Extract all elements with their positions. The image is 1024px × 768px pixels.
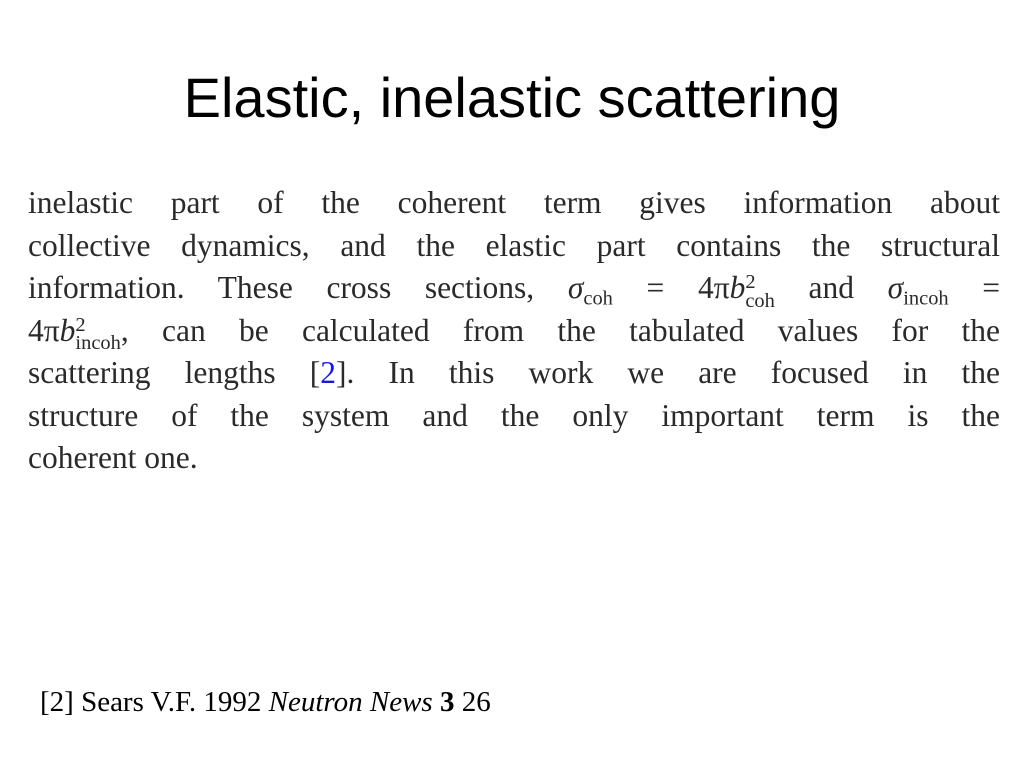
four-pi: 4π: [697, 270, 730, 305]
b-symbol: b: [729, 270, 746, 305]
equals-sign: =: [982, 270, 1001, 305]
subscript-coh: coh: [745, 289, 775, 312]
reference-volume: 3: [439, 686, 455, 718]
subscript-incoh: incoh: [903, 287, 949, 310]
and-word: and: [808, 270, 855, 305]
supsub-coh: [745, 273, 775, 310]
reference-entry: [40, 682, 491, 722]
reference-journal: Neutron News: [268, 686, 433, 718]
excerpt-line: coherent one.: [28, 440, 198, 475]
supsub-incoh: [75, 313, 121, 355]
subscript-coh: coh: [583, 287, 613, 310]
sigma-symbol: σ: [567, 270, 584, 305]
superscript-2: 2: [75, 313, 86, 336]
slide-title: Elastic, inelastic scattering: [183, 66, 841, 129]
reference-page: 26: [461, 686, 491, 718]
four-pi: 4π: [28, 312, 60, 348]
superscript-2: 2: [745, 271, 756, 294]
excerpt-text: information. These cross sections,: [28, 270, 535, 305]
excerpt-line: [28, 352, 1000, 395]
excerpt-text: , can be calculated from the tabulated values for the: [120, 312, 1000, 348]
excerpt-line: structure of the system and the only important term is the: [28, 397, 1000, 433]
paper-excerpt: [28, 182, 1000, 480]
excerpt-line: [28, 267, 1000, 310]
excerpt-line: [28, 310, 1000, 353]
b-symbol: b: [59, 312, 76, 348]
equals-sign: =: [646, 270, 665, 305]
excerpt-text: scattering lengths [: [28, 355, 321, 390]
sigma-incoh-equation: [887, 270, 1001, 310]
citation-link[interactable]: 2: [320, 355, 336, 390]
sigma-symbol: σ: [887, 270, 904, 305]
b-incoh-term: [28, 312, 121, 355]
sigma-coh-equation: [567, 270, 775, 312]
excerpt-line: inelastic part of the coherent term gives information about: [28, 185, 1000, 220]
subscript-incoh: incoh: [75, 332, 121, 355]
excerpt-text: ]. In this work we are focused in the: [335, 355, 1000, 390]
excerpt-line: collective dynamics, and the elastic part contains the structural: [28, 227, 1000, 263]
reference-prefix: [2] Sears V.F. 1992: [40, 686, 262, 718]
